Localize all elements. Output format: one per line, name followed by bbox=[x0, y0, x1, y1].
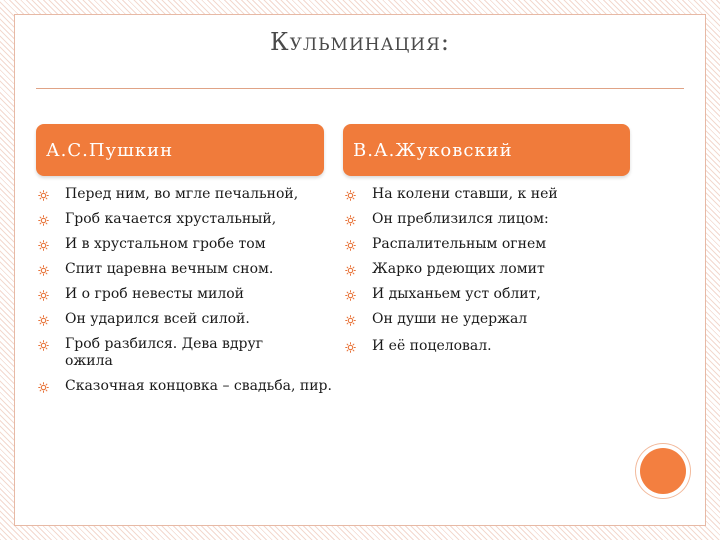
list-item bbox=[345, 261, 615, 278]
list-item-text: Гроб качается хрустальный, bbox=[65, 211, 277, 227]
list-item bbox=[345, 286, 615, 303]
title-divider bbox=[36, 88, 684, 89]
sun-bullet-icon bbox=[345, 214, 356, 225]
sun-bullet-icon bbox=[38, 314, 49, 325]
list-item bbox=[38, 261, 323, 278]
sun-bullet-icon bbox=[38, 339, 49, 350]
sun-bullet-icon bbox=[345, 289, 356, 300]
list-item bbox=[38, 186, 323, 203]
list-item-text: Он души не удержал bbox=[372, 311, 528, 327]
column-header-label: В.А.Жуковский bbox=[353, 139, 513, 161]
slide-title: Кульминация: bbox=[270, 28, 450, 56]
list-item-text: Он преблизился лицом: bbox=[372, 211, 549, 227]
list-item-text: Перед ним, во мгле печальной, bbox=[65, 186, 299, 202]
sun-bullet-icon bbox=[345, 314, 356, 325]
list-item bbox=[38, 311, 323, 328]
sun-bullet-icon bbox=[345, 264, 356, 275]
list-item-text: На колени ставши, к ней bbox=[372, 186, 558, 202]
sun-bullet-icon bbox=[38, 189, 49, 200]
sun-bullet-icon bbox=[38, 289, 49, 300]
list-item-text: И её поцеловал. bbox=[372, 338, 492, 354]
pushkin-list bbox=[38, 186, 332, 403]
list-item-text: И в хрустальном гробе том bbox=[65, 236, 266, 252]
list-item-text: Гроб разбился. Дева вдруг ожила bbox=[65, 336, 264, 369]
list-item-text: Распалительным огнем bbox=[372, 236, 547, 252]
sun-bullet-icon bbox=[38, 239, 49, 250]
list-item bbox=[38, 378, 335, 395]
list-item-text: И дыханьем уст облит, bbox=[372, 286, 541, 302]
column-header-pushkin bbox=[36, 124, 324, 176]
decorative-circle bbox=[640, 448, 686, 494]
sun-bullet-icon bbox=[38, 214, 49, 225]
list-item bbox=[345, 338, 615, 355]
sun-bullet-icon bbox=[345, 189, 356, 200]
list-item bbox=[345, 236, 615, 253]
sun-bullet-icon bbox=[38, 381, 49, 392]
list-item bbox=[38, 336, 310, 370]
zhukovsky-list bbox=[345, 186, 615, 363]
list-item bbox=[38, 286, 323, 303]
sun-bullet-icon bbox=[38, 264, 49, 275]
sun-bullet-icon bbox=[345, 341, 356, 352]
column-header-label: А.С.Пушкин bbox=[46, 139, 174, 161]
list-item bbox=[38, 236, 323, 253]
list-item bbox=[345, 211, 615, 228]
list-item-text: Он ударился всей силой. bbox=[65, 311, 250, 327]
list-item-text: Жарко рдеющих ломит bbox=[372, 261, 545, 277]
list-item bbox=[38, 211, 323, 228]
list-item bbox=[345, 186, 615, 203]
list-item-text: Спит царевна вечным сном. bbox=[65, 261, 274, 277]
list-item-text: И о гроб невесты милой bbox=[65, 286, 244, 302]
sun-bullet-icon bbox=[345, 239, 356, 250]
list-item-text: Сказочная концовка – свадьба, пир. bbox=[65, 378, 332, 394]
column-header-zhukovsky bbox=[343, 124, 630, 176]
list-item bbox=[345, 311, 615, 328]
